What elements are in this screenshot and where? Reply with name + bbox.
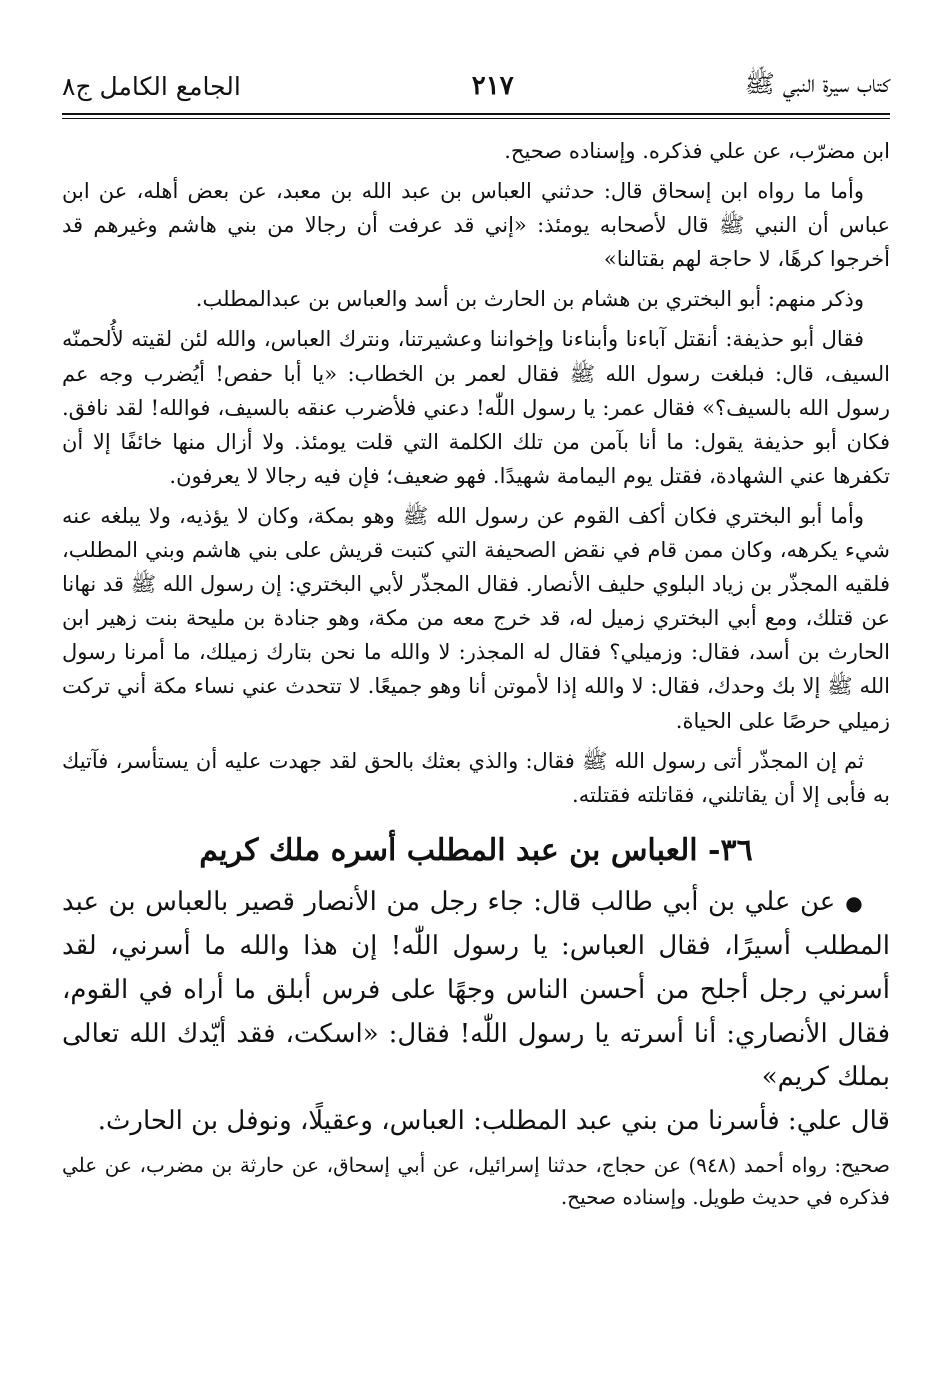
bullet-icon: ● [845, 890, 864, 915]
page-body [62, 134, 890, 1213]
footnote: صحيح: رواه أحمد (٩٤٨) عن حجاج، حدثنا إسرائيل، عن أبي إسحاق، عن حارثة بن مضرب، عن علي فذكره في حديث طويل. وإسناده صحيح. [62, 1153, 890, 1210]
paragraph-5: وأما أبو البختري فكان أكف القوم عن رسول الله ﷺ وهو بمكة، وكان لا يؤذيه، ولا يبلغه عنه شيء يكرهه، وكان ممن قام في نقض الصحيفة التي كتبت قريش على بني هاشم وبني المطلب، فلقيه المجذّر بن زياد البلوي حليف الأنصار. فقال المجذّر لأبي البختري: إن رسول الله ﷺ قد نهانا عن قتلك، ومع أبي البختري زميل له، قد خرج معه من مكة، وهو جنادة بن مليحة بنت زهير ابن الحارث بن أسد، فقال: وزميلي؟ فقال له المجذر: لا والله ما نحن بتارك زميلك، ما أمرنا رسول الله ﷺ إلا بك وحدك، فقال: لا والله إذا لأموتن أنا وهو جميعًا. لا تتحدث عني نساء مكة أني تركت زميلي حرصًا على الحياة. [62, 503, 890, 733]
book-title: كتاب سيرة النبي ﷺ [744, 68, 890, 98]
section-heading: ٣٦- العباس بن عبد المطلب أسره ملك كريم [199, 832, 753, 868]
paragraph-4: فقال أبو حذيفة: أنقتل آباءنا وأبناءنا وإخواننا وعشيرتنا، ونترك العباس، والله لئن لقيته لأُلحمنّه السيف، قال: فبلغت رسول الله ﷺ فقال لعمر بن الخطاب: «يا أبا حفص! أيُضرب وجه عم رسول الله بالسيف؟» فقال عمر: يا رسول اللّٰه! دعني فلأضرب عنقه بالسيف، فوالله! لقد نافق. فكان أبو حذيفة يقول: ما أنا بآمن من تلك الكلمة التي قلت يومئذ. ولا أزال منها خائفًا إلا أن تكفرها عني الشهادة، فقتل يوم اليمامة شهيدًا. فهو ضعيف؛ فإن فيه رجالا لا يعرفون. [62, 327, 890, 488]
hadith-text [62, 881, 890, 1100]
volume-label: الجامع الكامل ج٨ [62, 71, 241, 101]
header-rule-thin [62, 118, 890, 119]
paragraph-1: ابن مضرّب، عن علي فذكره. وإسناده صحيح. [504, 139, 890, 163]
page-header [62, 66, 890, 106]
paragraph-6: ثم إن المجذّر أتى رسول الله ﷺ فقال: والذي بعثك بالحق لقد جهدت عليه أن يستأسر، فآتيك به فأبى إلا أن يقاتلني، فقاتلته فقتلته. [62, 748, 890, 807]
page-number: ٢١٧ [471, 71, 514, 101]
header-rule-thick [62, 113, 890, 115]
hadith-continuation: قال علي: فأسرنا من بني عبد المطلب: العباس، وعقيلًا، ونوفل بن الحارث. [97, 1105, 890, 1136]
paragraph-3: وذكر منهم: أبو البختري بن هشام بن الحارث بن أسد والعباس بن عبدالمطلب. [195, 287, 864, 312]
paragraph-2: وأما ما رواه ابن إسحاق قال: حدثني العباس بن عبد الله بن معبد، عن بعض أهله، عن ابن عباس أن النبي ﷺ قال لأصحابه يومئذ: «إني قد عرفت أن رجالا من بني هاشم وغيرهم قد أخرجوا كرهًا، لا حاجة لهم بقتالنا» [62, 179, 890, 272]
hadith-body: عن علي بن أبي طالب قال: جاء رجل من الأنصار قصير بالعباس بن عبد المطلب أسيرًا، فقال العباس: يا رسول اللّٰه! إن هذا والله ما أسرني، لقد أسرني رجل أجلح من أحسن الناس وجهًا على فرس أبلق ما أراه في القوم، فقال الأنصاري: أنا أسرته يا رسول اللّٰه! فقال: «اسكت، فقد أيّدك الله تعالى بملك كريم» [62, 886, 890, 1093]
